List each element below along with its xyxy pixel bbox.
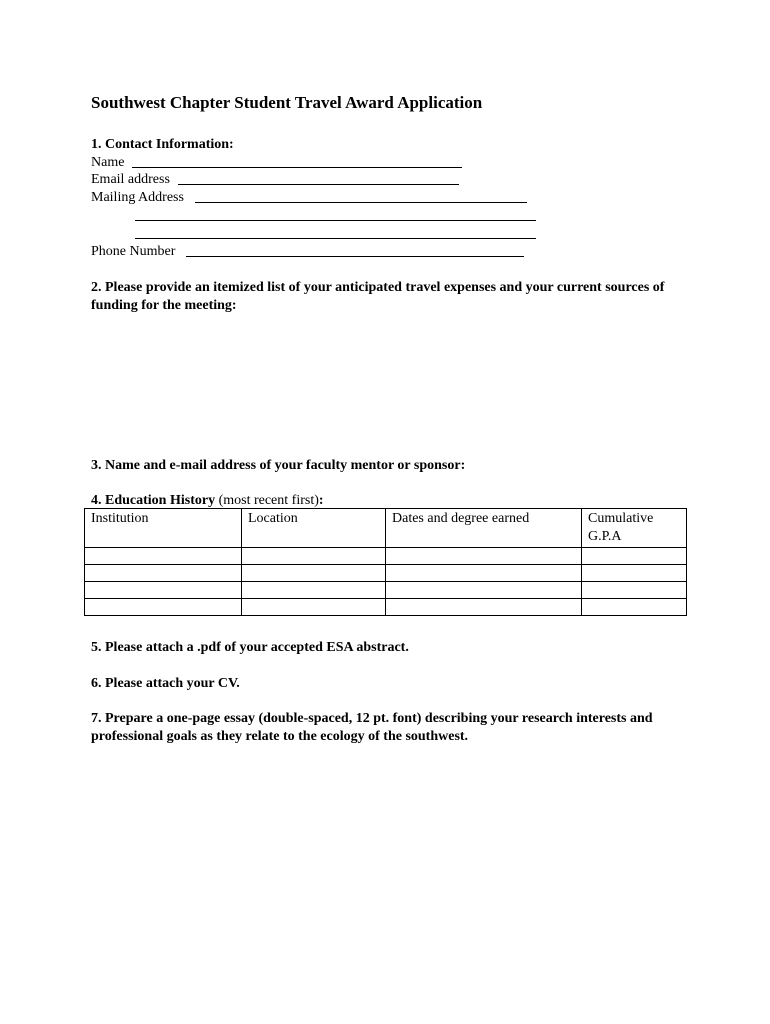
section-6-text: 6. Please attach your CV. [91,676,240,691]
table-cell[interactable] [242,582,386,599]
education-heading-bold: 4. Education History [91,493,216,508]
phone-field-line[interactable] [186,256,524,257]
name-field-line[interactable] [132,167,462,168]
section-5-text: 5. Please attach a .pdf of your accepted ESA abstract. [91,640,409,655]
table-cell[interactable] [582,582,687,599]
table-cell[interactable] [242,548,386,565]
mailing-address-line-1[interactable] [195,202,527,203]
table-cell[interactable] [85,582,242,599]
table-cell[interactable] [85,599,242,616]
table-cell[interactable] [582,548,687,565]
section-7-text: 7. Prepare a one-page essay (double-spaced, 12 pt. font) describing your research interests and professional goals as they relate to the ecology of the southwest. [91,711,653,744]
education-history-table [84,508,687,616]
table-cell[interactable] [386,548,582,565]
section-3-text: 3. Name and e-mail address of your faculty mentor or sponsor: [91,458,466,473]
table-cell[interactable] [386,599,582,616]
table-cell[interactable] [386,565,582,582]
table-header-row [85,509,687,548]
column-header-gpa: Cumulative G.P.A [582,509,687,548]
form-title: Southwest Chapter Student Travel Award Application [91,93,483,112]
section-2-text: 2. Please provide an itemized list of your anticipated travel expenses and your current sources of funding for the meeting: [91,280,665,313]
education-heading-note: (most recent first) [215,493,319,508]
column-header-institution: Institution [85,509,242,548]
table-row [85,582,687,599]
mailing-address-line-3[interactable] [135,238,536,239]
phone-label: Phone Number [91,244,176,259]
name-label: Name [91,155,125,170]
mailing-address-label: Mailing Address [91,190,184,205]
education-heading-colon: : [318,493,324,508]
table-cell[interactable] [386,582,582,599]
table-row [85,565,687,582]
table-cell[interactable] [582,565,687,582]
table-cell[interactable] [242,599,386,616]
table-row [85,548,687,565]
mailing-address-line-2[interactable] [135,220,536,221]
column-header-dates-degree: Dates and degree earned [386,509,582,548]
email-label: Email address [91,172,170,187]
email-field-line[interactable] [178,184,459,185]
table-cell[interactable] [582,599,687,616]
table-cell[interactable] [85,565,242,582]
table-cell[interactable] [85,548,242,565]
table-row [85,599,687,616]
column-header-location: Location [242,509,386,548]
contact-heading: 1. Contact Information: [91,137,234,152]
table-cell[interactable] [242,565,386,582]
